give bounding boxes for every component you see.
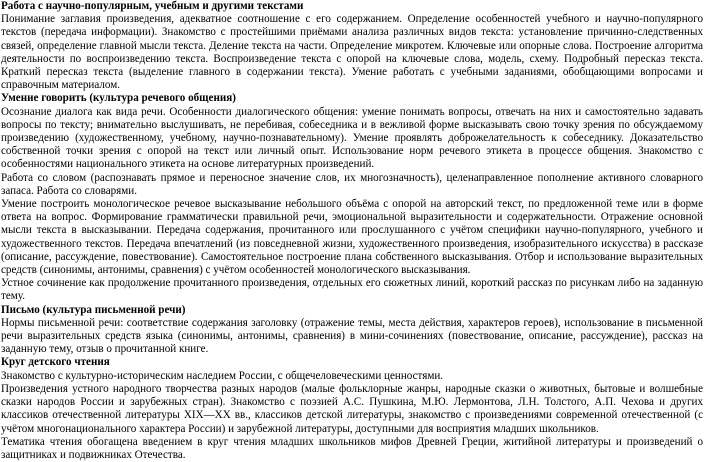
paragraph: Осознание диалога как вида речи. Особенности диалогического общения: умение понимать вопросы, отвечать на них и самостоятельно задавать вопросы по тексту; внимательно выслушивать, не перебивая, собеседника и в вежливой форме высказывать свою точку зрения по обсуждаемому произведению (художественному, учебному, научно-познавательному). Умение проявлять доброжелательность к собеседнику. Доказательство собственной точки зрения с опорой на текст или личный опыт. Использование норм речевого этикета в процессе общения. Знакомство с особенностями национального этикета на основе литературных произведений. [1, 105, 703, 171]
section-heading: Письмо (культура письменной речи) [1, 303, 186, 316]
section-speaking [1, 92, 703, 303]
section-heading: Умение говорить (культура речевого общения) [1, 92, 236, 105]
paragraph: Умение построить монологическое речевое высказывание небольшого объёма с опорой на авторский текст, по предложенной теме или в форме ответа на вопрос. Формирование грамматически правильной речи, эмоциональной выразительности и содержательности. Отражение основной мысли текста в высказывании. Передача содержания, прочитанного или прослушанного с учётом специфики научно-популярного, учебного и художественного текстов. Передача впечатлений (из повседневной жизни, художественного произведения, изобразительного искусства) в рассказе (описание, рассуждение, повествование). Самостоятельное построение плана собственного высказывания. Отбор и использование выразительных средств (синонимы, антонимы, сравнения) с учётом особенностей монологического высказывания. [1, 198, 703, 277]
paragraph: Произведения устного народного творчества разных народов (малые фольклорные жанры, народные сказки о животных, бытовые и волшебные сказки народов России и зарубежных стран). Знакомство с поэзией А.С. Пушкина, М.Ю. Лермонтова, Л.Н. Толстого, А.П. Чехова и других классиков отечественной литературы XIX—XX вв., классиков детской литературы, знакомство с произведениями современной отечественной (с учётом многонационального характера России) и зарубежной литературы, доступными для восприятия младших школьников. [1, 382, 703, 435]
section-text-work [1, 0, 703, 92]
section-heading: Работа с научно-популярным, учебным и другими текстами [1, 0, 304, 12]
section-writing [1, 304, 703, 357]
paragraph: Устное сочинение как продолжение прочитанного произведения, отдельных его сюжетных линий, короткий рассказ по рисункам либо на заданную тему. [1, 277, 703, 303]
paragraph: Тематика чтения обогащена введением в круг чтения младших школьников мифов Древней Греции, житийной литературы и произведений о защитниках и подвижниках Отечества. [1, 435, 703, 461]
section-heading: Круг детского чтения [1, 356, 110, 369]
paragraph: Работа со словом (распознавать прямое и переносное значение слов, их многозначность), целенаправленное пополнение активного словарного запаса. Работа со словарями. [1, 171, 703, 197]
section-reading-circle [1, 356, 703, 462]
paragraph: Нормы письменной речи: соответствие содержания заголовку (отражение темы, места действия, характеров героев), использование в письменной речи выразительных средств языка (синонимы, антонимы, сравнения) в мини-сочинениях (повествование, описание, рассуждение), рассказ на заданную тему, отзыв о прочитанной книге. [1, 316, 703, 356]
paragraph: Понимание заглавия произведения, адекватное соотношение с его содержанием. Определение особенностей учебного и научно-популярного текстов (передача информации). Знакомство с простейшими приёмами анализа различных видов текста: установление причинно-следственных связей, определение главной мысли текста. Деление текста на части. Определение микротем. Ключевые или опорные слова. Построение алгоритма деятельности по воспроизведению текста. Воспроизведение текста с опорой на ключевые слова, модель, схему. Подробный пересказ текста. Краткий пересказ текста (выделение главного в содержании текста). Умение работать с учебными заданиями, обобщающими вопросами и справочным материалом. [1, 13, 703, 92]
paragraph: Знакомство с культурно-историческим наследием России, с общечеловеческими ценностями. [1, 369, 444, 382]
